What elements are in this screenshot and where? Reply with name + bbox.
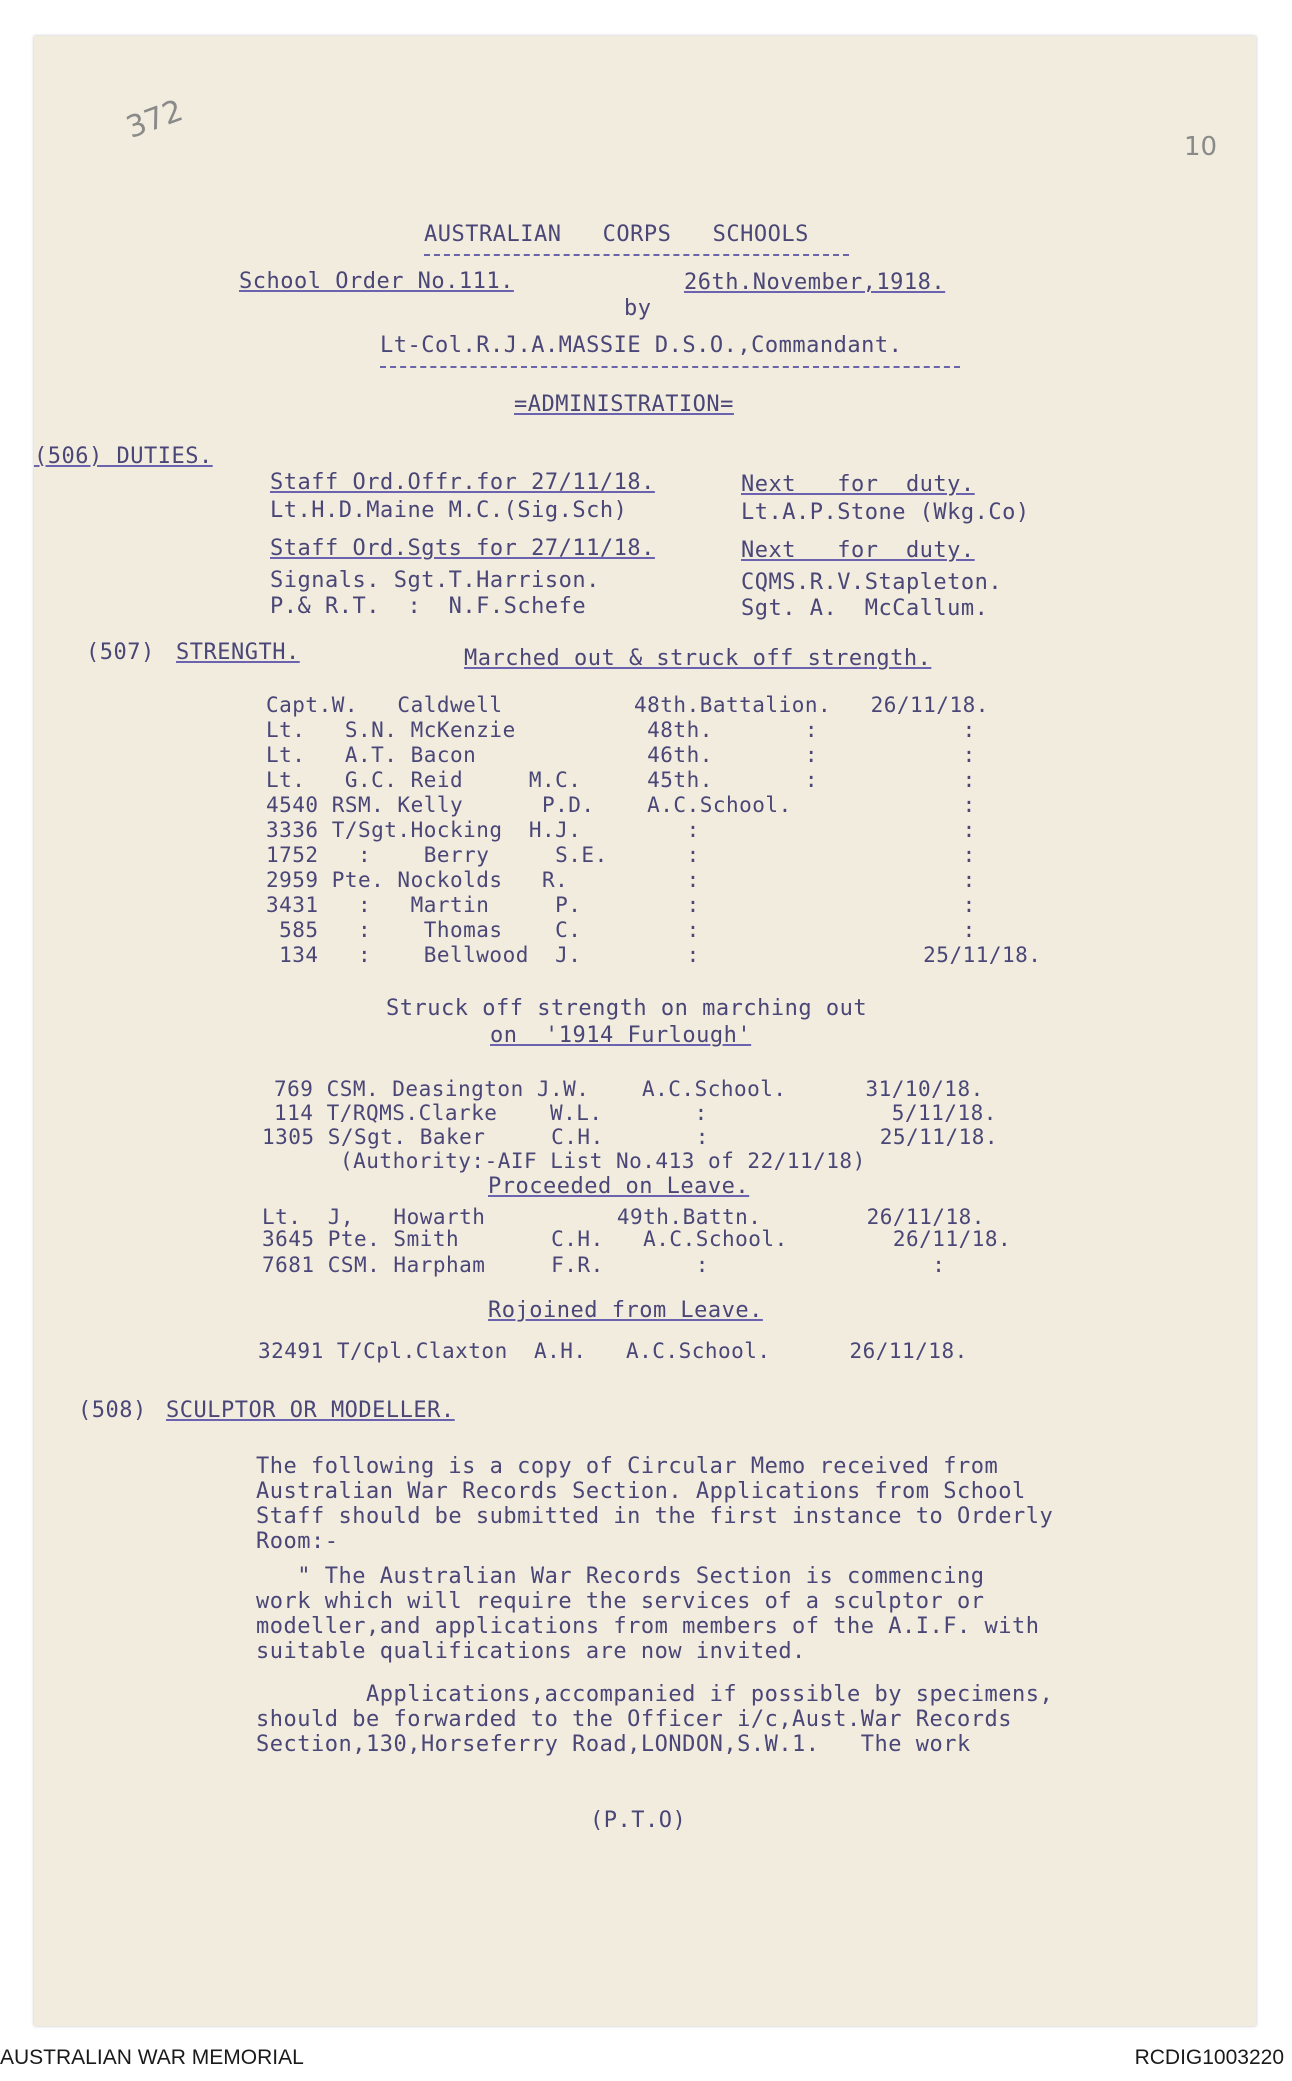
sergeant-row-2: P.& R.T. : N.F.Schefe (270, 594, 587, 619)
sergeant-row-1-next: CQMS.R.V.Stapleton. (741, 570, 1003, 595)
leave-row: 7681 CSM. Harpham F.R. : : (262, 1253, 946, 1277)
sculptor-number: (508) (78, 1398, 147, 1423)
next-for-duty-2: Next for duty. (741, 538, 975, 563)
commandant-rule (380, 366, 960, 368)
sergeant-row-2-next: Sgt. A. McCallum. (741, 596, 989, 621)
applications-paragraph: Applications,accompanied if possible by specimens, should be forwarded to the Officer i/c,Aust.War Records Section,130,Horseferry Road,LONDON,S.W.1. The work (256, 1682, 1054, 1757)
marched-row: 2959 Pte. Nockolds R. : : (266, 868, 976, 892)
furlough-heading: Struck off strength on marching out (386, 996, 868, 1021)
archive-reference: RCDIG1003220 (1134, 2046, 1284, 2069)
furlough-row: 114 T/RQMS.Clarke W.L. : 5/11/18. (274, 1101, 997, 1125)
marched-row: 3431 : Martin P. : : (266, 893, 976, 917)
please-turn-over: (P.T.O) (590, 1808, 687, 1833)
rejoined-row: 32491 T/Cpl.Claxton A.H. A.C.School. 26/11/18. (258, 1339, 968, 1363)
commandant-line: Lt-Col.R.J.A.MASSIE D.S.O.,Commandant. (380, 333, 903, 358)
marched-row: 134 : Bellwood J. : 25/11/18. (266, 943, 1042, 967)
sculptor-heading: SCULPTOR OR MODELLER. (166, 1398, 455, 1423)
authority-line: (Authority:-AIF List No.413 of 22/11/18) (340, 1149, 866, 1173)
marched-row: Capt.W. Caldwell 48th.Battalion. 26/11/18. (266, 693, 989, 717)
furlough-row: 769 CSM. Deasington J.W. A.C.School. 31/10/18. (274, 1077, 984, 1101)
marched-row: 585 : Thomas C. : : (266, 918, 976, 942)
marched-row: Lt. G.C. Reid M.C. 45th. : : (266, 768, 976, 792)
marched-row: Lt. S.N. McKenzie 48th. : : (266, 718, 976, 742)
rejoined-heading: Rojoined from Leave. (488, 1298, 763, 1323)
folio-number: 372 (121, 93, 188, 146)
officer-current: Lt.H.D.Maine M.C.(Sig.Sch) (270, 498, 628, 523)
staff-sergeants-heading: Staff Ord.Sgts for 27/11/18. (270, 536, 655, 561)
duties-heading: (506) DUTIES. (34, 444, 213, 469)
administration-heading: =ADMINISTRATION= (514, 392, 734, 417)
circular-intro: The following is a copy of Circular Memo received from Australian War Records Section. Applications from School Staff should be submitted in the first instance to Orderly Room:- (256, 1454, 1054, 1554)
furlough-row: 1305 S/Sgt. Baker C.H. : 25/11/18. (262, 1125, 999, 1149)
marched-row: 1752 : Berry S.E. : : (266, 843, 976, 867)
marched-row: Lt. A.T. Bacon 46th. : : (266, 743, 976, 767)
order-number: School Order No.111. (239, 269, 514, 294)
sergeant-row-1: Signals. Sgt.T.Harrison. (270, 568, 600, 593)
by-line: by (624, 296, 652, 321)
staff-officer-heading: Staff Ord.Offr.for 27/11/18. (270, 470, 655, 495)
page-number: 10 (1184, 132, 1218, 162)
next-for-duty-1: Next for duty. (741, 472, 975, 497)
memo-paragraph: " The Australian War Records Section is commencing work which will require the services of a sculptor or modeller,and applications from members of the A.I.F. with suitable qualifications are now invited. (256, 1564, 1040, 1664)
leave-heading: Proceeded on Leave. (488, 1174, 750, 1199)
leave-row: 3645 Pte. Smith C.H. A.C.School. 26/11/18. (262, 1227, 1012, 1251)
strength-heading: STRENGTH. (176, 640, 300, 665)
archive-credit: AUSTRALIAN WAR MEMORIAL (0, 2046, 304, 2069)
marched-row: 3336 T/Sgt.Hocking H.J. : : (266, 818, 976, 842)
strength-number: (507) (86, 640, 155, 665)
furlough-subheading: on '1914 Furlough' (490, 1023, 752, 1048)
title-rule (424, 254, 849, 256)
marched-row: 4540 RSM. Kelly P.D. A.C.School. : (266, 793, 976, 817)
unit-title: AUSTRALIAN CORPS SCHOOLS (424, 222, 809, 247)
marched-out-heading: Marched out & struck off strength. (464, 646, 932, 671)
leave-row: Lt. J, Howarth 49th.Battn. 26/11/18. (262, 1205, 985, 1229)
officer-next: Lt.A.P.Stone (Wkg.Co) (741, 500, 1030, 525)
document-page (34, 36, 1256, 2026)
order-date: 26th.November,1918. (684, 270, 946, 295)
